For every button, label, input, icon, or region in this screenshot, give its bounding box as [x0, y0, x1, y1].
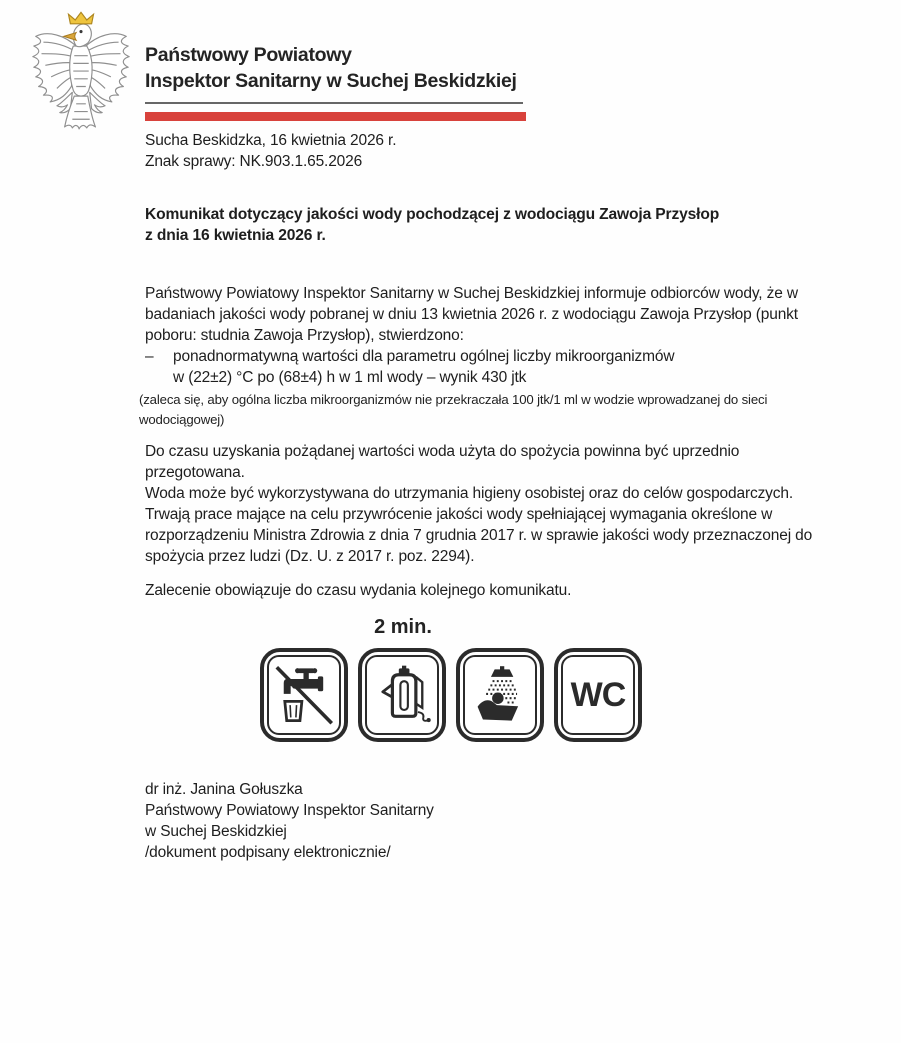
subject-line1: Komunikat dotyczący jakości wody pochodzącej z wodociągu Zawoja Przysłop: [145, 206, 720, 223]
no-drinking-tap-water-glyph: [267, 655, 341, 735]
signer-name: dr inż. Janina Gołuszka: [145, 781, 303, 798]
boil-water-kettle-icon: [358, 648, 446, 742]
bullet-text: [173, 346, 674, 388]
polish-eagle-emblem: [28, 10, 134, 136]
eagle-coat-of-arms-icon: [28, 10, 134, 136]
paragraph-hygiene-use: Woda może być wykorzystywana do utrzymania higieny osobistej oraz do celów gospodarczych.: [145, 485, 794, 502]
letter-meta: [145, 131, 396, 172]
bullet-line1: ponadnormatywną wartości dla parametru ogólnej liczby mikroorganizmów: [173, 348, 675, 365]
paragraph-validity: Zalecenie obowiązuje do czasu wydania kolejnego komunikatu.: [145, 582, 572, 599]
place-date: Sucha Beskidzka, 16 kwietnia 2026 r.: [145, 132, 397, 149]
wc-icon: [554, 648, 642, 742]
boil-time-label: 2 min.: [374, 616, 432, 638]
letterhead: [145, 42, 517, 94]
pictograms-section: [260, 616, 642, 742]
header-divider: [145, 102, 523, 104]
red-accent-bar: [145, 112, 526, 121]
footnote-recommendation: (zaleca się, aby ogólna liczba mikroorganizmów nie przekraczała 100 jtk/1 ml w wodzie wprowadzanej do sieci wodociągowej): [139, 392, 768, 427]
wc-label: WC: [570, 675, 626, 714]
subject-line2: z dnia 16 kwietnia 2026 r.: [145, 227, 326, 244]
signature-block: [145, 779, 434, 863]
shower-glyph: [463, 655, 537, 735]
pictogram-row: [260, 648, 642, 742]
signer-title-line2: w Suchej Beskidzkiej: [145, 823, 287, 840]
shower-bathing-icon: [456, 648, 544, 742]
wc-glyph: [561, 655, 635, 735]
org-name-line2: Inspektor Sanitarny w Suchej Beskidzkiej: [145, 70, 517, 92]
case-number: Znak sprawy: NK.903.1.65.2026: [145, 152, 363, 170]
kettle-glyph: [365, 655, 439, 735]
letter-body: [139, 283, 821, 601]
no-drinking-tap-water-icon: [260, 648, 348, 742]
bullet-dash: –: [145, 348, 154, 365]
subject-heading: [145, 204, 719, 246]
electronic-signature-note: /dokument podpisany elektronicznie/: [145, 844, 391, 861]
bullet-line2: w (22±2) °C po (68±4) h w 1 ml wody – wynik 430 jtk: [173, 369, 527, 386]
paragraph-boil-advice: Do czasu uzyskania pożądanej wartości woda użyta do spożycia powinna być uprzednio przegotowana.: [145, 443, 740, 481]
signer-title-line1: Państwowy Powiatowy Inspektor Sanitarny: [145, 802, 434, 819]
bullet-item: [145, 346, 821, 388]
org-name-line1: Państwowy Powiatowy: [145, 44, 352, 66]
intro-paragraph: Państwowy Powiatowy Inspektor Sanitarny w Suchej Beskidzkiej informuje odbiorców wody, że w badaniach jakości wody pobranej w dniu 13 kwietnia 2026 r. z wodociągu Zawoja Przysłop (punkt poboru: studnia Zawoja Przysłop), stwierdzono:: [145, 285, 798, 344]
paragraph-restoration-works: Trwają prace mające na celu przywrócenie jakości wody spełniającej wymagania określone w rozporządzeniu Ministra Zdrowia z dnia 7 grudnia 2017 r. w sprawie jakości wody przeznaczonej do spożycia przez ludzi (Dz. U. z 2017 r. poz. 2294).: [145, 506, 813, 565]
